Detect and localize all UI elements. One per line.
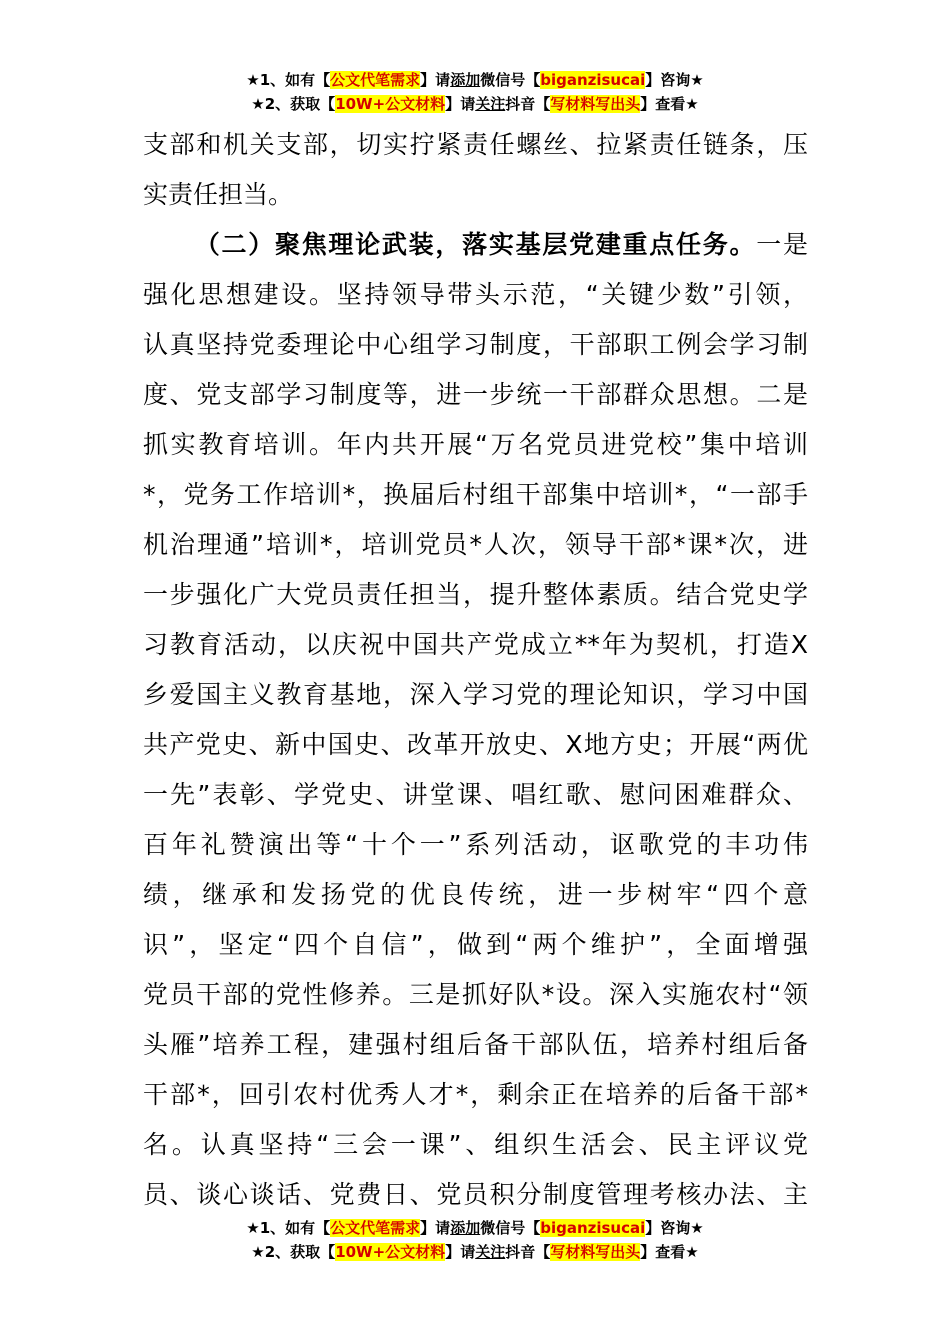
body-line: 支部和机关支部，切实拧紧责任螺丝、拉紧责任链条，压 — [143, 130, 808, 159]
heading-tail-text: 一是 — [756, 230, 808, 259]
body-line: 识”，坚定“四个自信”，做到“两个维护”，全面增强 — [143, 930, 808, 959]
highlight-wechat-id: biganzisucai — [540, 1219, 646, 1237]
body-line: 认真坚持党委理论中心组学习制度，干部职工例会学习制 — [143, 330, 808, 359]
banner-text: 微信号【 — [480, 71, 541, 89]
banner-text: 微信号【 — [480, 1219, 541, 1237]
banner-text: 】咨询★ — [645, 1219, 704, 1237]
body-line: 员、谈心谈话、党费日、党员积分制度管理考核办法、主 — [143, 1180, 808, 1209]
star-icon: ★ — [246, 71, 260, 89]
body-line: 头雁”培养工程，建强村组后备干部队伍，培养村组后备 — [143, 1030, 808, 1059]
highlight-wechat-id: biganzisucai — [540, 71, 646, 89]
banner-text: 1、如有【 — [259, 1219, 331, 1237]
highlight-ghostwriting: 公文代笔需求 — [330, 1219, 421, 1237]
body-line: 名。认真坚持“三会一课”、组织生活会、民主评议党 — [143, 1130, 808, 1159]
highlight-douyin-account: 写材料写出头 — [550, 1243, 641, 1261]
banner-text: 2、获取【 — [264, 95, 336, 113]
banner-text: 1、如有【 — [259, 71, 331, 89]
star-icon: ★ — [246, 1219, 260, 1237]
body-line: 度、党支部学习制度等，进一步统一干部群众思想。二是 — [143, 380, 808, 409]
body-line: 强化思想建设。坚持领导带头示范，“关键少数”引领， — [143, 280, 808, 309]
star-icon: ★ — [251, 1243, 265, 1261]
banner-text: 抖音【 — [505, 1243, 551, 1261]
underlined-add: 添加 — [450, 1219, 481, 1237]
body-line: 一先”表彰、学党史、讲堂课、唱红歌、慰问困难群众、 — [143, 780, 808, 809]
body-line: 习教育活动，以庆祝中国共产党成立**年为契机，打造X — [143, 630, 808, 659]
document-body — [143, 120, 808, 1220]
body-line: 实责任担当。 — [143, 180, 294, 209]
body-line: 一步强化广大党员责任担当，提升整体素质。结合党史学 — [143, 580, 808, 609]
banner-text: 】请 — [420, 71, 451, 89]
banner-line-1 — [0, 1216, 950, 1240]
highlight-douyin-account: 写材料写出头 — [550, 95, 641, 113]
body-line: 干部*，回引农村优秀人才*，剩余正在培养的后备干部* — [143, 1080, 808, 1109]
banner-text: 】请 — [445, 95, 476, 113]
banner-line-2 — [0, 92, 950, 116]
banner-text: 】请 — [445, 1243, 476, 1261]
banner-text: 抖音【 — [505, 95, 551, 113]
section-heading: （二）聚焦理论武装，落实基层党建重点任务。 — [193, 230, 757, 259]
banner-text: 】查看★ — [640, 1243, 699, 1261]
body-line: 共产党史、新中国史、改革开放史、X地方史；开展“两优 — [143, 730, 808, 759]
banner-text: 】咨询★ — [645, 71, 704, 89]
banner-line-1 — [0, 68, 950, 92]
body-line: 机治理通”培训*，培训党员*人次，领导干部*课*次，进 — [143, 530, 808, 559]
highlight-materials: 10W+公文材料 — [335, 95, 446, 113]
header-banner — [0, 68, 950, 116]
banner-text: 】查看★ — [640, 95, 699, 113]
highlight-materials: 10W+公文材料 — [335, 1243, 446, 1261]
underlined-add: 添加 — [450, 71, 481, 89]
star-icon: ★ — [251, 95, 265, 113]
underlined-follow: 关注 — [475, 95, 506, 113]
banner-text: 2、获取【 — [264, 1243, 336, 1261]
body-line: 党员干部的党性修养。三是抓好队*设。深入实施农村“领 — [143, 980, 808, 1009]
body-line: 百年礼赞演出等“十个一”系列活动，讴歌党的丰功伟 — [143, 830, 808, 859]
underlined-follow: 关注 — [475, 1243, 506, 1261]
section-heading-line — [143, 220, 808, 270]
body-line: 绩，继承和发扬党的优良传统，进一步树牢“四个意 — [143, 880, 808, 909]
body-line: 乡爱国主义教育基地，深入学习党的理论知识，学习中国 — [143, 680, 808, 709]
banner-text: 】请 — [420, 1219, 451, 1237]
highlight-ghostwriting: 公文代笔需求 — [330, 71, 421, 89]
body-line: 抓实教育培训。年内共开展“万名党员进党校”集中培训 — [143, 430, 808, 459]
banner-line-2 — [0, 1240, 950, 1264]
footer-banner — [0, 1216, 950, 1264]
body-line: *，党务工作培训*，换届后村组干部集中培训*，“一部手 — [143, 480, 808, 509]
